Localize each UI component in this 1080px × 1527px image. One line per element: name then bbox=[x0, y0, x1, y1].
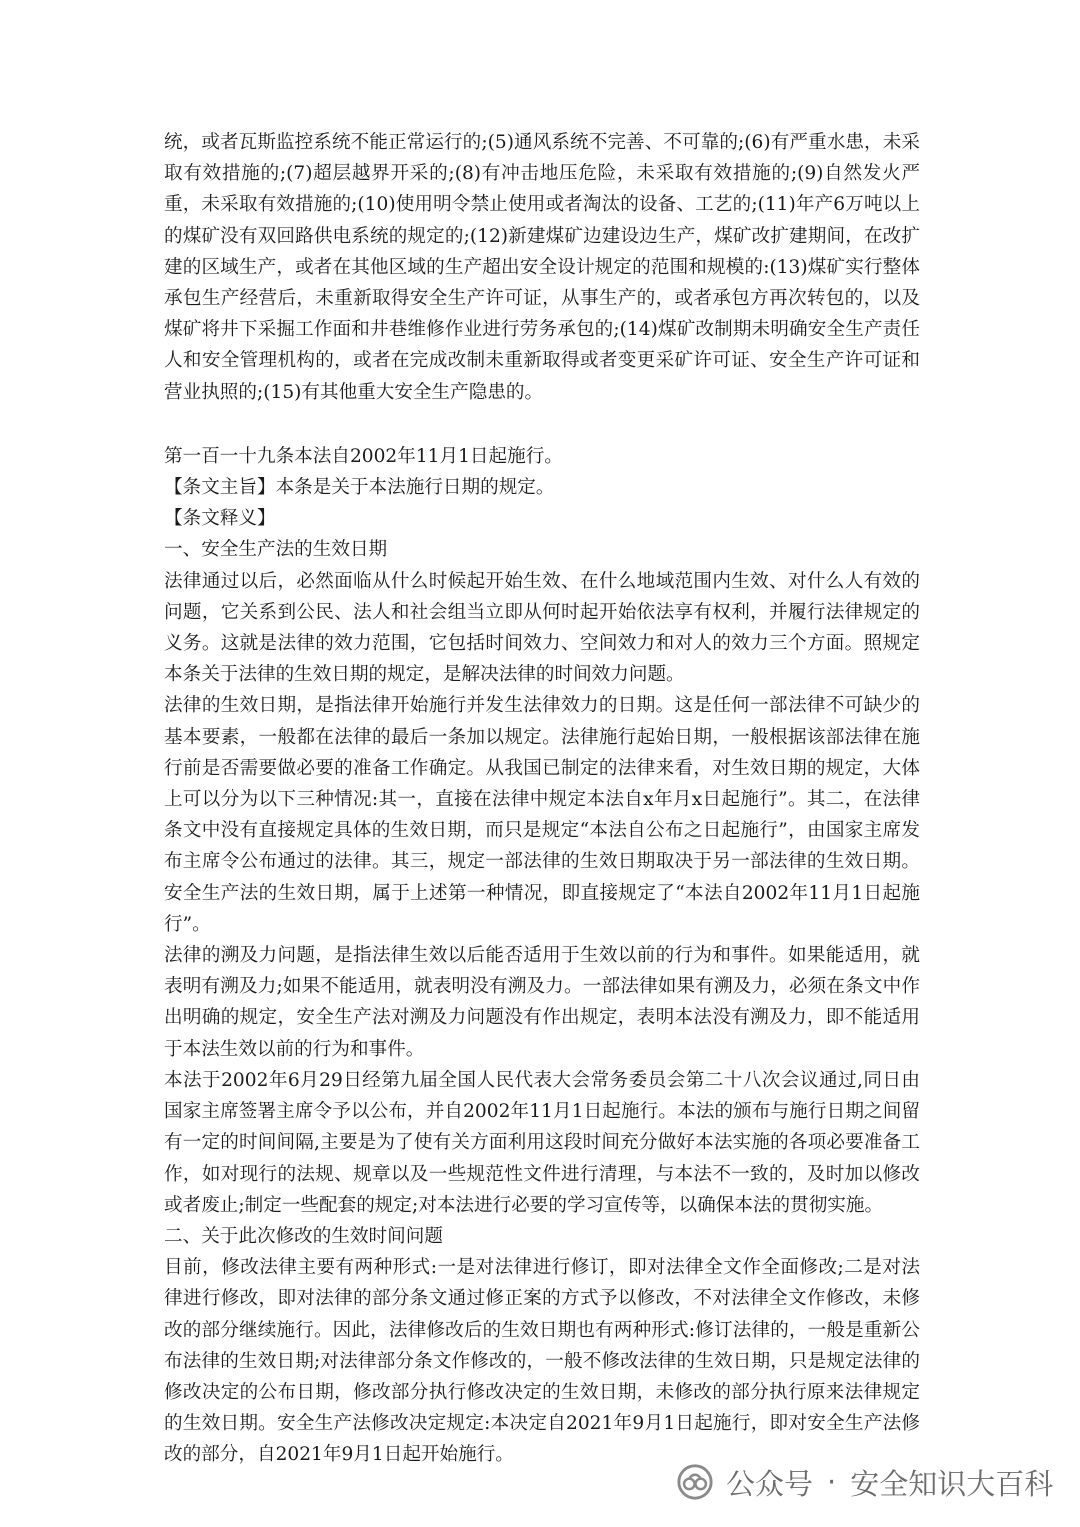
article-purpose: 【条文主旨】本条是关于本法施行日期的规定。 bbox=[164, 477, 555, 499]
watermark bbox=[676, 1458, 1053, 1506]
paragraph-adoption-history: 本法于2002年6月29日经第九届全国人民代表大会常务委员会第二十八次会议通过,同日由国家主席签署主席令予以公布，并自2002年11月1日起施行。本法的颁布与施行日期之间留有一定的时间间隔,主要是为了使有关方面利用这段时间充分做好本法实施的各项必要准备工作，如对现行的法规、规章以及一些规范性文件进行清理，与本法不一致的，及时加以修改或者废止;制定一些配套的规定;对本法进行必要的学习宣传等，以确保本法的贯彻实施。 bbox=[164, 1069, 920, 1216]
interpretation-heading: 【条文释义】 bbox=[164, 508, 276, 530]
watermark-separator: · bbox=[827, 1465, 837, 1499]
document-body bbox=[164, 127, 920, 1471]
watermark-label: 公众号 bbox=[726, 1466, 814, 1501]
section-heading-amendment-date: 二、关于此次修改的生效时间问题 bbox=[164, 1225, 443, 1247]
article-title: 第一百一十九条本法自2002年11月1日起施行。 bbox=[164, 445, 563, 467]
paragraph-spacer bbox=[164, 408, 920, 441]
paragraph-scope-of-effect: 法律通过以后，必然面临从什么时候起开始生效、在什么地域范围内生效、对什么人有效的问题，它关系到公民、法人和社会组当立即从何时起开始依法享有权利，并履行法律规定的义务。这就是法律的效力范围，它包括时间效力、空间效力和对人的效力三个方面。照规定本条关于法律的生效日期的规定，是解决法律的时间效力问题。 bbox=[164, 570, 920, 686]
paragraph-violations-list: 统，或者瓦斯监控系统不能正常运行的;(5)通风系统不完善、不可靠的;(6)有严重水患，未采取有效措施的;(7)超层越界开采的;(8)有冲击地压危险，未采取有效措施的;(9)自然发火严重，未采取有效措施的;(10)使用明令禁止使用或者淘汰的设备、工艺的;(11)年产6万吨以上的煤矿没有双回路供电系统的规定的;(12)新建煤矿边建设边生产，煤矿改扩建期间，在改扩建的区域生产，或者在其他区域的生产超出安全设计规定的范围和规模的:(13)煤矿实行整体承包生产经营后，未重新取得安全生产许可证，从事生产的，或者承包方再次转包的，以及煤矿将井下采掘工作面和井巷维修作业进行劳务承包的;(14)煤矿改制期未明确安全生产责任人和安全管理机构的，或者在完成改制未重新取得或者变更采矿许可证、安全生产许可证和营业执照的;(15)有其他重大安全生产隐患的。 bbox=[164, 132, 920, 403]
paragraph-amendment-forms: 目前，修改法律主要有两种形式:一是对法律进行修订，即对法律全文作全面修改;二是对法律进行修改，即对法律的部分条文通过修正案的方式予以修改，不对法律全文作修改，未修改的部分继续施行。因此，法律修改后的生效日期也有两种形式:修订法律的，一般是重新公布法律的生效日期;对法律部分条文作修改的，一般不修改法律的生效日期，只是规定法律的修改决定的公布日期，修改部分执行修改决定的生效日期，未修改的部分执行原来法律规定的生效日期。安全生产法修改决定规定:本决定自2021年9月1日起施行，即对安全生产法修改的部分，自2021年9月1日起开始施行。 bbox=[164, 1257, 920, 1466]
section-heading-effective-date: 一、安全生产法的生效日期 bbox=[164, 539, 388, 561]
paragraph-effective-date-definition: 法律的生效日期，是指法律开始施行并发生法律效力的日期。这是任何一部法律不可缺少的基本要素，一般都在法律的最后一条加以规定。法律施行起始日期，一般根据该部法律在施行前是否需要做必要的准备工作确定。从我国已制定的法律来看，对生效日期的规定，大体上可以分为以下三种情况:其一，直接在法律中规定本法自x年月x日起施行”。其二，在法律条文中没有直接规定具体的生效日期，而只是规定“本法自公布之日起施行”，由国家主席发布主席令公布通过的法律。其三，规定一部法律的生效日期取决于另一部法律的生效日期。安全生产法的生效日期，属于上述第一种情况，即直接规定了“本法自2002年11月1日起施行”。 bbox=[164, 695, 920, 935]
paragraph-retroactivity: 法律的溯及力问题，是指法律生效以后能否适用于生效以前的行为和事件。如果能适用，就表明有溯及力;如果不能适用，就表明没有溯及力。一部法律如果有溯及力，必须在条文中作出明确的规定，安全生产法对溯及力问题没有作出规定，表明本法没有溯及力，即不能适用于本法生效以前的行为和事件。 bbox=[164, 945, 920, 1060]
watermark-account-name: 安全知识大百科 bbox=[850, 1466, 1054, 1501]
wechat-official-account-icon bbox=[676, 1463, 714, 1501]
